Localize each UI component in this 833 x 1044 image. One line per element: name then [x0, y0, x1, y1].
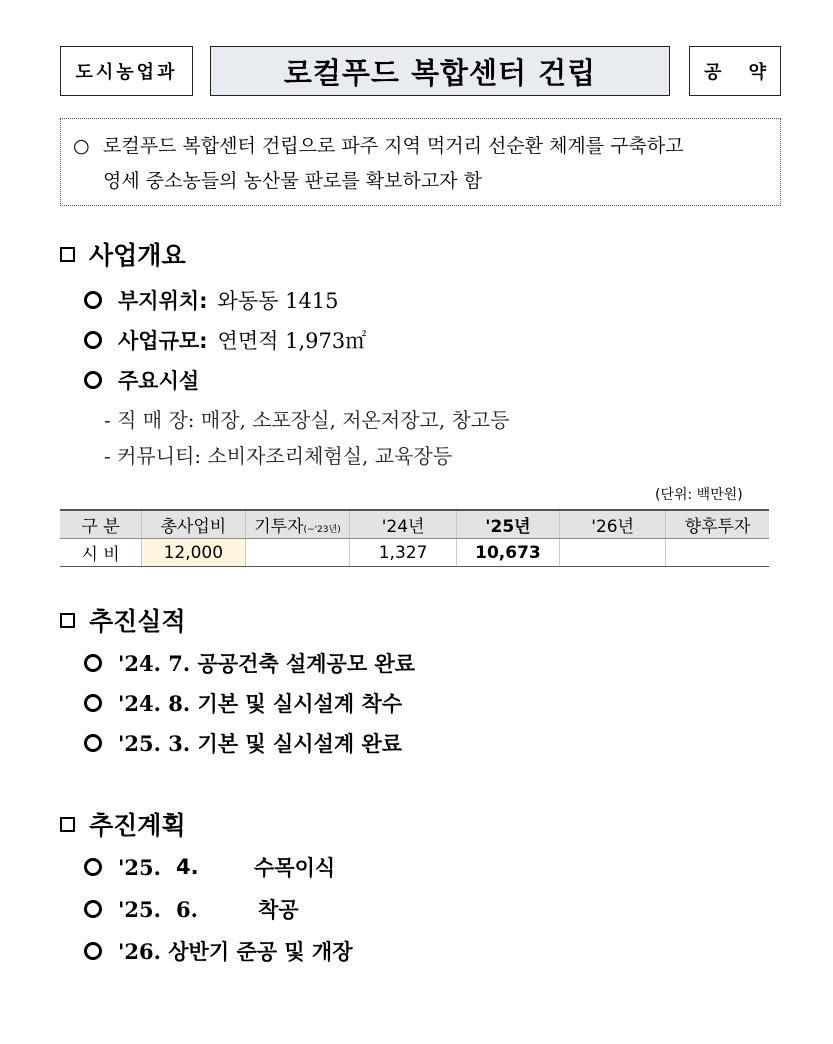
summary-line-1: 로컬푸드 복합센터 건립으로 파주 지역 먹거리 선순환 체계를 구축하고: [103, 135, 684, 157]
col-header: '26년: [560, 510, 666, 539]
department-label: 도시농업과: [60, 46, 193, 96]
table-cell: 시 비: [60, 539, 142, 567]
achievement-text: '25. 3. 기본 및 실시설계 완료: [118, 731, 403, 756]
list-item: [84, 728, 402, 758]
plan-text: 착공: [258, 897, 299, 922]
scale-label: 사업규모:: [118, 329, 208, 353]
plan-year: '25.: [118, 896, 161, 922]
pledge-right-char: 약: [748, 62, 766, 83]
scale-item: [84, 325, 366, 355]
plan-text: 수목이식: [254, 856, 336, 880]
col-header: '24년: [350, 510, 456, 539]
pledge-badge: [689, 46, 781, 96]
table-header-row: [60, 510, 769, 539]
section-overview-title: 사업개요: [89, 241, 186, 270]
col-header: 구 분: [60, 510, 142, 539]
table-cell: [245, 539, 350, 567]
ring-bullet-icon: [84, 371, 102, 389]
table-cell: [666, 539, 769, 567]
ring-bullet-icon: [84, 858, 102, 876]
col-header: [245, 510, 350, 539]
facilities-label: 주요시설: [118, 369, 200, 393]
plan-month: 4.: [176, 855, 199, 879]
achievement-text: '24. 7. 공공건축 설계공모 완료: [118, 651, 415, 676]
ring-bullet-icon: [84, 291, 102, 309]
table-cell: 1,327: [350, 539, 456, 567]
col-header: 총사업비: [142, 510, 245, 539]
site-value: 와동동 1415: [217, 289, 339, 313]
plan-text: '26. 상반기 준공 및 개장: [118, 939, 353, 964]
page-title: 로컬푸드 복합센터 건립: [210, 46, 670, 96]
ring-bullet-icon: [84, 900, 102, 918]
list-item: [84, 936, 353, 966]
site-label: 부지위치:: [118, 289, 208, 313]
circle-bullet-icon: ○: [73, 135, 90, 157]
list-item: [84, 894, 299, 924]
col-header-prior-note: (~'23년): [303, 525, 341, 535]
col-header: '25년: [456, 510, 560, 539]
ring-bullet-icon: [84, 331, 102, 349]
ring-bullet-icon: [84, 654, 102, 672]
col-header: 향후투자: [666, 510, 769, 539]
facilities-item: [84, 365, 209, 395]
plan-year: '25.: [118, 854, 161, 880]
scale-value: 연면적 1,973㎡: [217, 329, 367, 353]
section-plans: [60, 806, 186, 842]
summary-line-2: 영세 중소농들의 농산물 판로를 확보하고자 함: [103, 170, 482, 192]
pledge-left-char: 공: [704, 62, 722, 83]
budget-table: [60, 509, 769, 567]
table-cell: 10,673: [456, 539, 560, 567]
table-cell: 12,000: [142, 539, 245, 567]
ring-bullet-icon: [84, 734, 102, 752]
section-achievements: [60, 602, 186, 638]
table-cell: [560, 539, 666, 567]
summary-box: [60, 118, 781, 206]
list-item: [84, 688, 402, 718]
col-header-prior: 기투자: [254, 517, 304, 537]
plan-month: 6.: [176, 896, 198, 922]
list-item: [84, 852, 335, 882]
facility-line-2: - 커뮤니티: 소비자조리체험실, 교육장등: [104, 444, 453, 468]
table-row: [60, 539, 769, 567]
ring-bullet-icon: [84, 942, 102, 960]
section-plans-title: 추진계획: [89, 811, 186, 840]
list-item: [84, 648, 415, 678]
site-item: [84, 285, 339, 315]
unit-label: (단위: 백만원): [655, 487, 743, 503]
section-overview: [60, 236, 186, 272]
facility-line-1: - 직 매 장: 매장, 소포장실, 저온저장고, 창고등: [104, 408, 510, 432]
square-bullet-icon: [60, 817, 75, 832]
ring-bullet-icon: [84, 694, 102, 712]
achievement-text: '24. 8. 기본 및 실시설계 착수: [118, 691, 403, 716]
section-achievements-title: 추진실적: [89, 607, 186, 636]
square-bullet-icon: [60, 247, 75, 262]
square-bullet-icon: [60, 613, 75, 628]
